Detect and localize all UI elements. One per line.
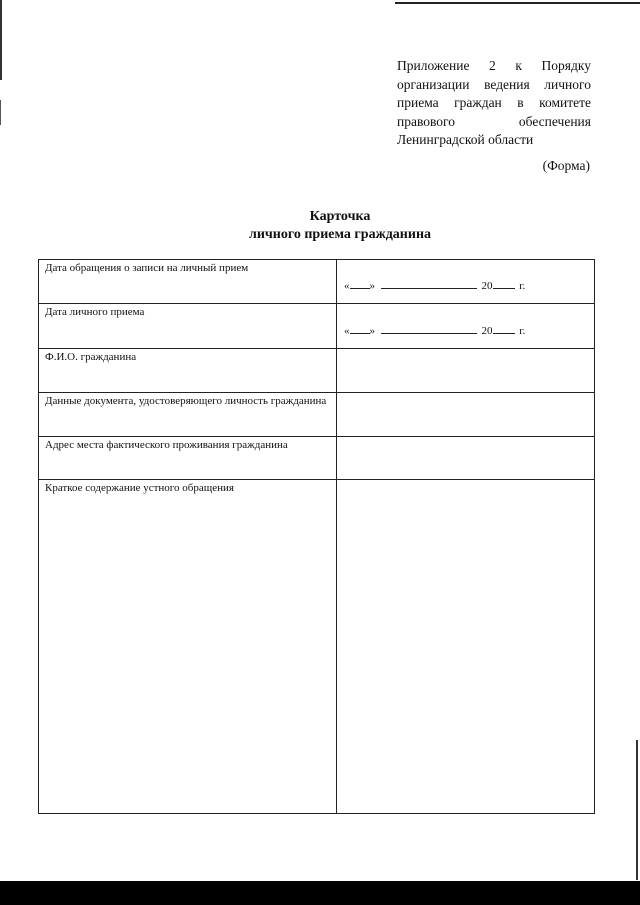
open-quote: « xyxy=(344,325,350,337)
month-blank[interactable] xyxy=(381,277,477,289)
day-blank[interactable] xyxy=(350,277,370,289)
appendix-line: Ленинградской области xyxy=(397,132,534,147)
table-row-address xyxy=(39,437,594,480)
row-label: Адрес места фактического проживания гражданина xyxy=(45,439,288,451)
table-row-id-document xyxy=(39,393,594,437)
card-subtitle: личного приема гражданина xyxy=(248,227,432,242)
table-row-reception-date xyxy=(39,304,594,349)
row-label: Дата обращения о записи на личный прием xyxy=(45,262,249,274)
scan-bottom-edge-band xyxy=(0,881,640,905)
year-blank[interactable] xyxy=(493,322,515,334)
scan-left-edge-mark-lower xyxy=(0,100,1,125)
form-label: (Форма) xyxy=(542,158,590,173)
year-prefix: 20 xyxy=(481,325,493,337)
year-suffix: г. xyxy=(519,280,526,292)
reception-card-table xyxy=(38,259,595,814)
table-row-appeal-summary xyxy=(39,480,594,813)
date-fill-line xyxy=(344,277,525,293)
table-row-full-name xyxy=(39,349,594,393)
year-blank[interactable] xyxy=(493,277,515,289)
close-quote: » xyxy=(369,280,375,292)
appendix-line: правового обеспечения xyxy=(397,113,591,129)
row-label: Ф.И.О. гражданина xyxy=(45,351,137,363)
appendix-line: приема граждан в комитете xyxy=(397,95,591,110)
scan-left-edge-mark xyxy=(0,0,2,80)
month-blank[interactable] xyxy=(381,322,477,334)
year-suffix: г. xyxy=(519,325,526,337)
scan-top-edge-line xyxy=(395,2,640,4)
open-quote: « xyxy=(344,280,350,292)
row-label: Данные документа, удостоверяющего личность гражданина xyxy=(45,395,327,407)
appendix-header xyxy=(397,57,591,150)
scan-right-edge-mark xyxy=(636,740,638,880)
day-blank[interactable] xyxy=(350,322,370,334)
year-prefix: 20 xyxy=(481,280,493,292)
card-title: Карточка xyxy=(309,209,371,224)
appendix-line: организации ведения личного xyxy=(397,76,591,92)
row-label: Краткое содержание устного обращения xyxy=(45,482,234,494)
row-label: Дата личного приема xyxy=(45,306,145,318)
date-fill-line xyxy=(344,322,525,338)
table-row-request-date xyxy=(39,260,594,304)
close-quote: » xyxy=(369,325,375,337)
appendix-line: Приложение 2 к Порядку xyxy=(397,58,591,73)
